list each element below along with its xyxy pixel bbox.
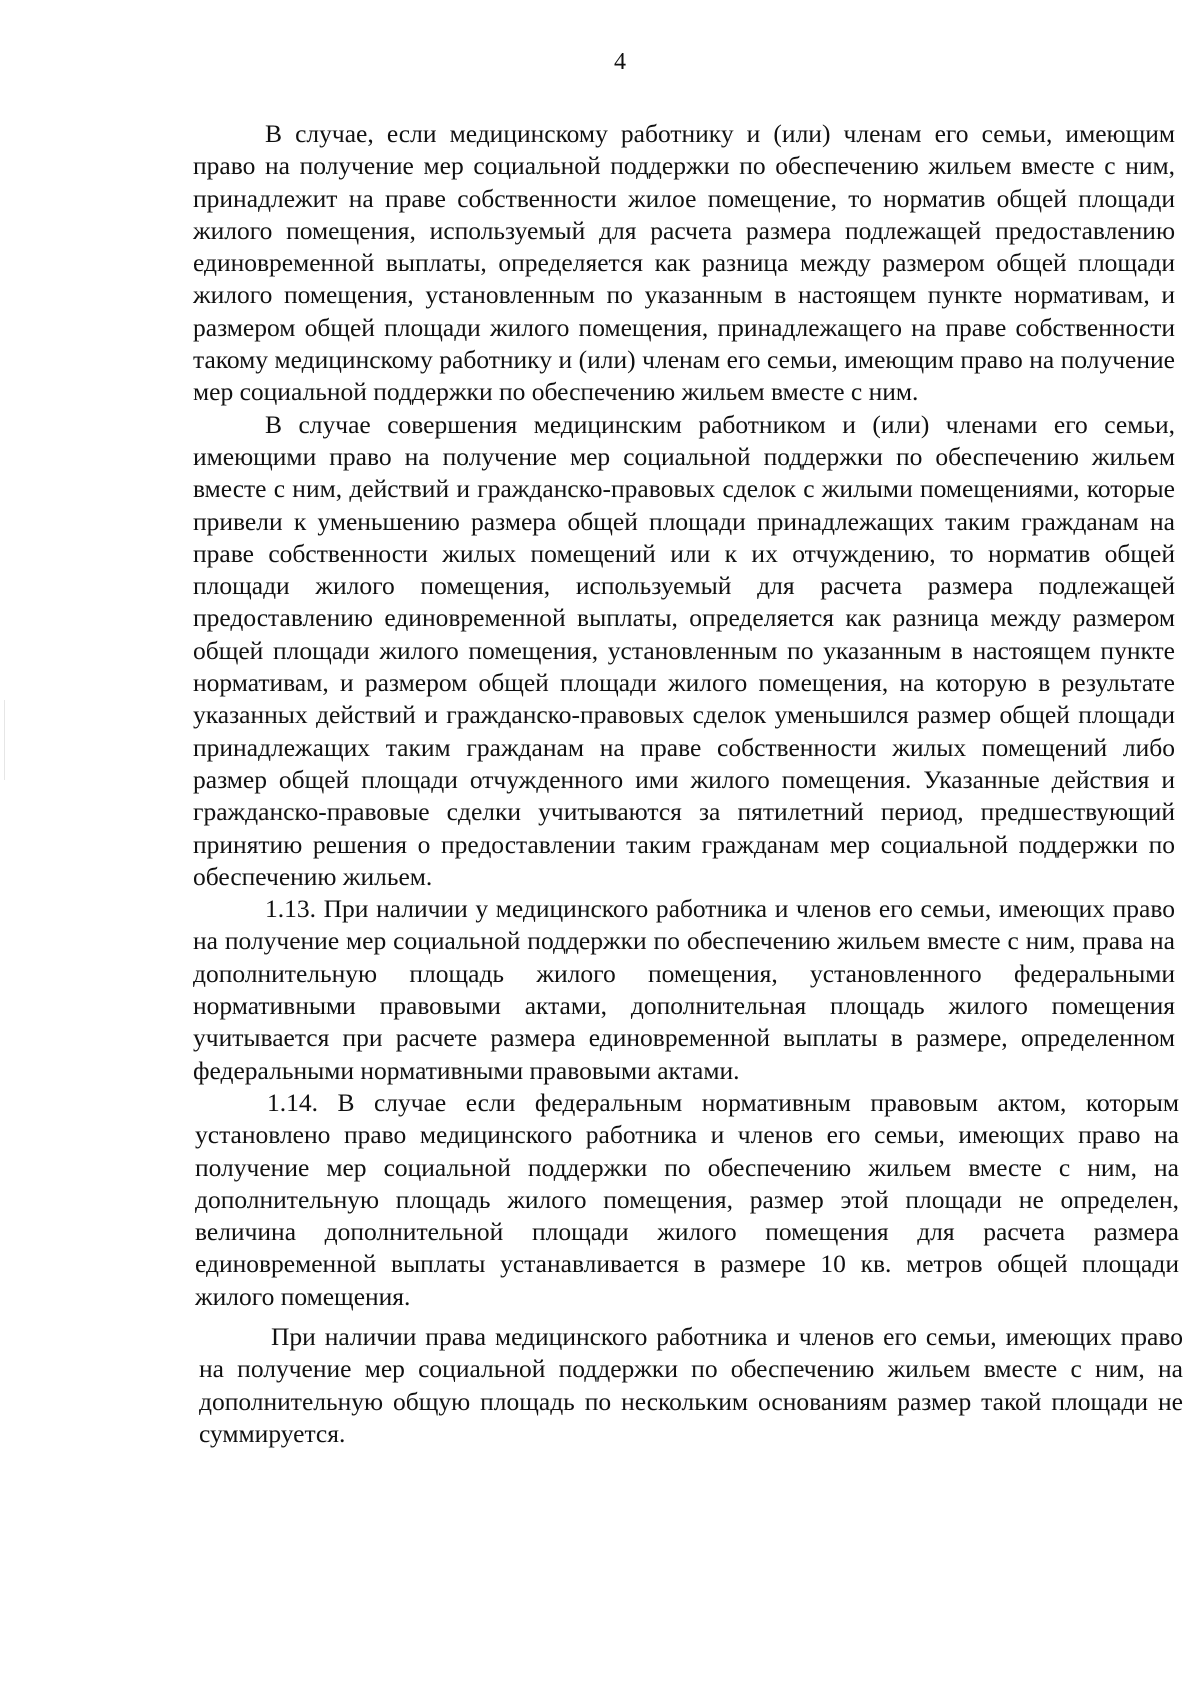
scan-margin-mark (4, 700, 5, 780)
page-number: 4 (614, 49, 626, 75)
paragraph-1-13: 1.13. При наличии у медицинского работника и членов его семьи, имеющих право на получение мер социальной поддержки по обеспечению жильем вместе с ним, права на дополнительную площадь жилого помещения, установленного федеральными нормативными правовыми актами, дополнительная площадь жилого помещения учитывается при расчете размера единовременной выплаты в размере, определенном федеральными нормативными правовыми актами. (193, 894, 1175, 1085)
paragraph-transactions: В случае совершения медицинским работником и (или) членами его семьи, имеющими право на получение мер социальной поддержки по обеспечению жильем вместе с ним, действий и гражданско-правовых сделок с жилыми помещениями, которые привели к уменьшению размера общей площади принадлежащих таким гражданам на праве собственности жилых помещений или к их отчуждению, то норматив общей площади жилого помещения, используемый для расчета размера подлежащей предоставлению единовременной выплаты, определяется как разница между размером общей площади жилого помещения, установленным по указанным в настоящем пункте нормативам, и размером общей площади жилого помещения, на которую в результате указанных действий и гражданско-правовых сделок уменьшился размер общей площади принадлежащих таким гражданам на праве собственности жилых помещений либо размер общей площади отчужденного ими жилого помещения. Указанные действия и гражданско-правовые сделки учитываются за пятилетний период, предшествующий принятию решения о предоставлении таким гражданам мер социальной поддержки по обеспечению жильем. (193, 409, 1175, 891)
document-body (193, 118, 1183, 1450)
paragraph-1-14: 1.14. В случае если федеральным нормативным правовым актом, которым установлено право медицинского работника и членов его семьи, имеющих право на получение мер социальной поддержки по обеспечению жильем вместе с ним, на дополнительную площадь жилого помещения, размер этой площади не определен, величина дополнительной площади жилого помещения для расчета размера единовременной выплаты устанавливается в размере 10 кв. метров общей площади жилого помещения. (195, 1087, 1179, 1311)
paragraph-ownership: В случае, если медицинскому работнику и (или) членам его семьи, имеющим право на получение мер социальной поддержки по обеспечению жильем вместе с ним, принадлежит на праве собственности жилое помещение, то норматив общей площади жилого помещения, используемый для расчета размера подлежащей предоставлению единовременной выплаты, определяется как разница между размером общей площади жилого помещения, установленным по указанным в настоящем пункте нормативам, и размером общей площади жилого помещения, принадлежащего на праве собственности такому медицинскому работнику и (или) членам его семьи, имеющим право на получение мер социальной поддержки по обеспечению жильем вместе с ним. (193, 119, 1175, 407)
paragraph-multiple-grounds: При наличии права медицинского работника и членов его семьи, имеющих право на получение мер социальной поддержки по обеспечению жильем вместе с ним, на дополнительную общую площадь по нескольким основаниям размер такой площади не суммируется. (199, 1321, 1183, 1448)
